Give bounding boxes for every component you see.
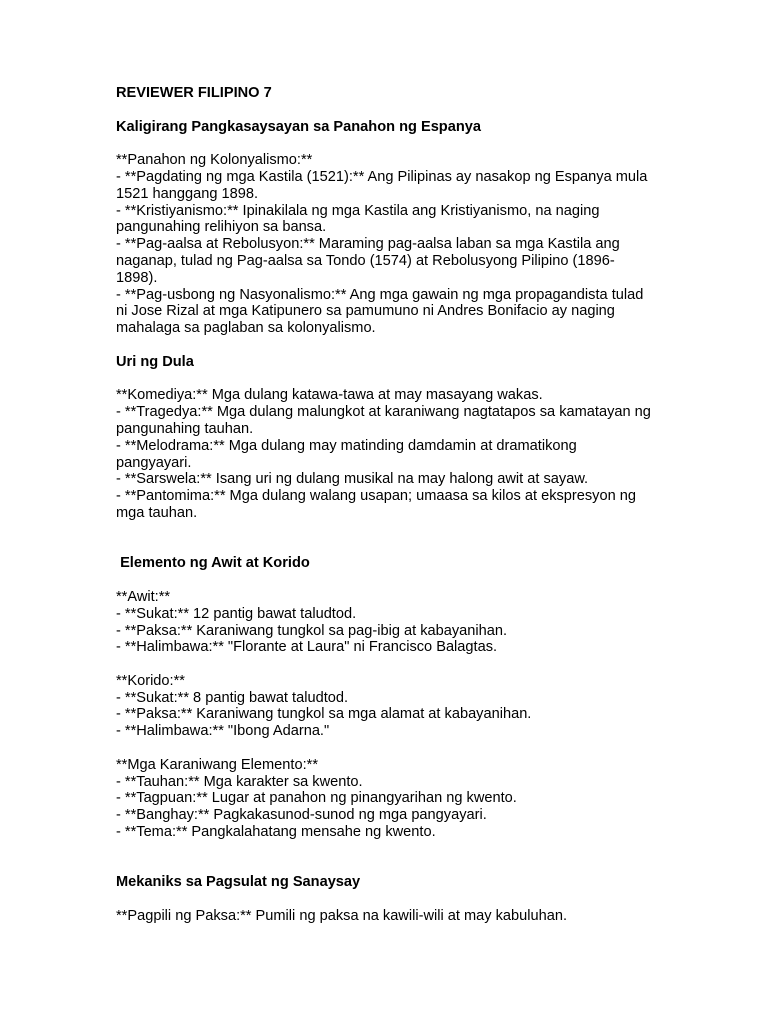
section-line: - **Banghay:** Pagkakasunod-sunod ng mga pangyayari. [116,807,487,824]
section-line: - **Pagdating ng mga Kastila (1521):** Ang Pilipinas ay nasakop ng Espanya mula 1521 hanggang 1898. [116,168,652,202]
section-heading: Uri ng Dula [116,353,194,370]
section-heading: Kaligirang Pangkasaysayan sa Panahon ng Espanya [116,118,481,135]
section-line: **Komediya:** Mga dulang katawa-tawa at may masayang wakas. [116,387,543,404]
section-line: - **Sukat:** 12 pantig bawat taludtod. [116,605,357,622]
section-line: **Mga Karaniwang Elemento:** [116,756,318,773]
document-page [116,85,656,925]
section-line: - **Melodrama:** Mga dulang may matinding damdamin at dramatikong pangyayari. [116,437,581,471]
section-line: - **Paksa:** Karaniwang tungkol sa pag-ibig at kabayanihan. [116,622,508,639]
section-line: **Awit:** [116,588,171,605]
section-line: - **Sarswela:** Isang uri ng dulang musikal na may halong awit at sayaw. [116,471,589,488]
section-line: - **Tragedya:** Mga dulang malungkot at karaniwang nagtatapos sa kamatayan ng pangunahing tauhan. [116,404,655,437]
section-line: - **Paksa:** Karaniwang tungkol sa mga alamat at kabayanihan. [116,706,532,723]
section-line: - **Sukat:** 8 pantig bawat taludtod. [116,689,349,706]
section-line: - **Kristiyanismo:** Ipinakilala ng mga Kastila ang Kristiyanismo, na naging pangunahing relihiyon sa bansa. [116,202,604,236]
section-line: - **Tauhan:** Mga karakter sa kwento. [116,773,363,790]
section-line: - **Halimbawa:** "Ibong Adarna." [116,723,330,740]
section-line: **Panahon ng Kolonyalismo:** [116,152,313,169]
section-line: **Korido:** [116,672,185,689]
section-line: - **Halimbawa:** "Florante at Laura" ni Francisco Balagtas. [116,639,498,656]
section-line: **Pagpili ng Paksa:** Pumili ng paksa na kawili-wili at may kabuluhan. [116,908,568,925]
section-line: - **Tagpuan:** Lugar at panahon ng pinangyarihan ng kwento. [116,790,517,807]
section-line: - **Pantomima:** Mga dulang walang usapan; umaasa sa kilos at ekspresyon ng mga tauhan. [116,488,641,521]
section-heading: Mekaniks sa Pagsulat ng Sanaysay [116,874,361,891]
section-heading: Elemento ng Awit at Korido [116,555,310,572]
section-line: - **Tema:** Pangkalahatang mensahe ng kwento. [116,824,436,841]
section-line: - **Pag-usbong ng Nasyonalismo:** Ang mga gawain ng mga propagandista tulad ni Jose Rizal at mga Katipunero sa pamumuno ni Andres Bonifacio ay naging mahalaga sa paglaban sa kolonyalismo. [116,286,648,337]
document-title: REVIEWER FILIPINO 7 [116,85,272,101]
section-line: - **Pag-aalsa at Rebolusyon:** Maraming pag-aalsa laban sa mga Kastila ang naganap, tulad ng Pag-aalsa sa Tondo (1574) at Rebolusyong Pilipino (1896-1898). [116,236,624,286]
